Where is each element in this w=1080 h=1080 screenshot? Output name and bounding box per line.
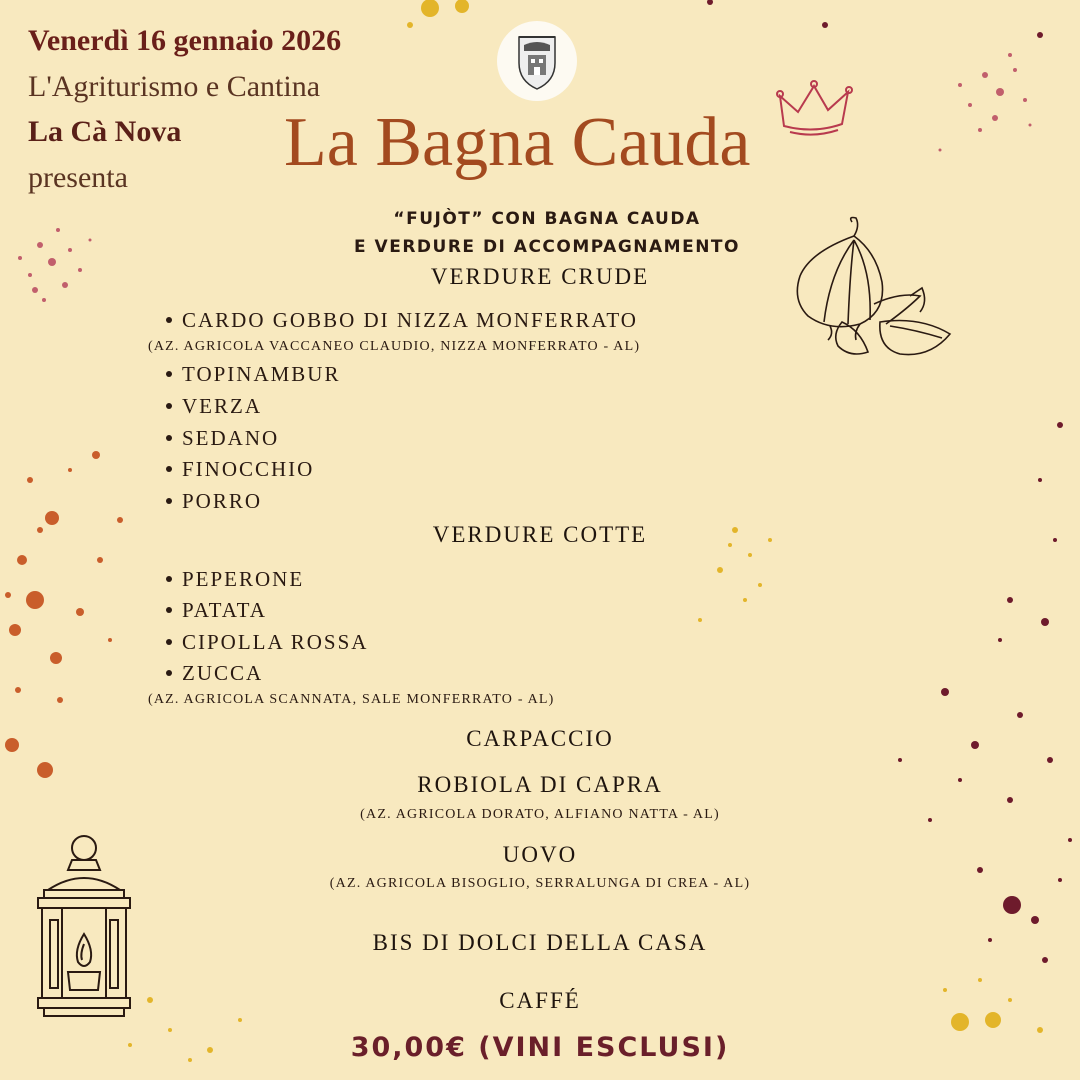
bullet-icon [166,317,172,323]
presents-text: presenta [28,161,128,194]
coat-of-arms-icon [497,21,577,101]
menu-item-finocchio: FINOCCHIO [166,457,314,482]
bullet-icon [166,639,172,645]
menu-item-patata: PATATA [166,598,267,623]
menu-course-robiola: ROBIOLA DI CAPRA [417,772,663,797]
price-label: 30,00€ (VINI ESCLUSI) [350,1032,730,1063]
section-heading-raw-vegetables: VERDURE CRUDE [430,264,650,289]
bullet-icon [166,607,172,613]
menu-item-topinambur: TOPINAMBUR [166,362,340,387]
bullet-icon [166,371,172,377]
producer-note-egg: (AZ. AGRICOLA BISOGLIO, SERRALUNGA DI CREA - AL) [329,876,751,891]
menu-item-verza: VERZA [166,394,262,419]
menu-course-egg: UOVO [502,842,578,867]
bullet-icon [166,403,172,409]
menu-item-cipolla-rossa: CIPOLLA ROSSA [166,630,368,655]
menu-subtitle [320,205,774,261]
bullet-icon [166,435,172,441]
subtitle-line-2: E VERDURE DI ACCOMPAGNAMENTO [354,237,740,257]
menu-course-carpaccio: CARPACCIO [466,726,614,751]
crown-icon [776,78,854,140]
menu-course-desserts: BIS DI DOLCI DELLA CASA [372,930,708,955]
menu-course-coffee: CAFFÉ [499,988,581,1013]
menu-item-sedano: SEDANO [166,426,279,451]
menu-item-cardo: CARDO GOBBO DI NIZZA MONFERRATO [166,308,638,333]
bullet-icon [166,576,172,582]
producer-note-robiola: (AZ. AGRICOLA DORATO, ALFIANO NATTA - AL) [360,807,720,822]
bullet-icon [166,466,172,472]
main-title: La Bagna Cauda [284,104,751,181]
producer-note-raw: (AZ. AGRICOLA VACCANEO CLAUDIO, NIZZA MONFERRATO - AL) [148,339,641,354]
organization-name: L'Agriturismo e Cantina [28,70,321,103]
menu-item-peperone: PEPERONE [166,567,304,592]
subtitle-line-1: “FUJÒT” CON BAGNA CAUDA [393,209,701,229]
section-heading-cooked-vegetables: VERDURE COTTE [432,522,648,547]
event-date: Venerdì 16 gennaio 2026 [28,24,342,57]
producer-note-cooked: (AZ. AGRICOLA SCANNATA, SALE MONFERRATO - AL) [148,692,555,707]
lantern-icon [28,832,140,1028]
bullet-icon [166,670,172,676]
menu-item-zucca: ZUCCA [166,661,263,686]
menu-item-porro: PORRO [166,489,262,514]
venue-name: La Cà Nova [28,115,182,148]
bullet-icon [166,498,172,504]
